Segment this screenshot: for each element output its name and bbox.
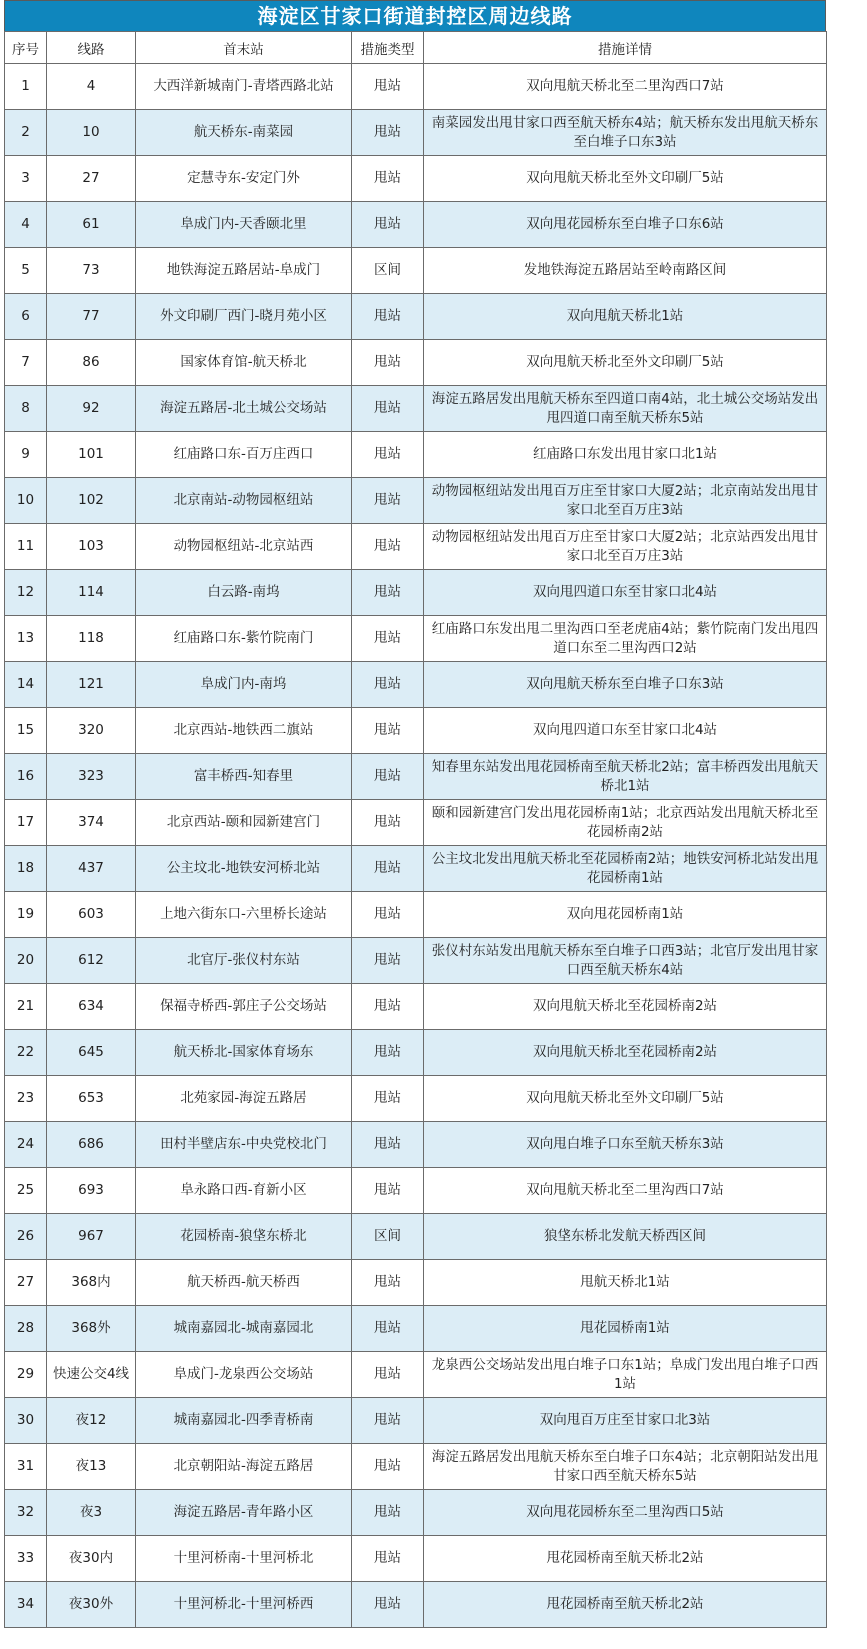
route-ends: 白云路-南坞 <box>136 570 352 616</box>
route-ends: 动物园枢纽站-北京站西 <box>136 524 352 570</box>
route-ends: 海淀五路居-北土城公交场站 <box>136 386 352 432</box>
table-row <box>5 1536 827 1582</box>
table-row <box>5 754 827 800</box>
measure-type: 甩站 <box>352 294 424 340</box>
route-ends: 航天桥东-南菜园 <box>136 110 352 156</box>
row-number: 11 <box>5 524 47 570</box>
row-number: 26 <box>5 1214 47 1260</box>
table-row <box>5 202 827 248</box>
measure-type: 甩站 <box>352 1260 424 1306</box>
route-line: 967 <box>47 1214 136 1260</box>
route-line: 86 <box>47 340 136 386</box>
route-line: 693 <box>47 1168 136 1214</box>
row-number: 18 <box>5 846 47 892</box>
row-number: 33 <box>5 1536 47 1582</box>
route-line: 114 <box>47 570 136 616</box>
measure-detail: 龙泉西公交场站发出甩白堆子口东1站；阜成门发出甩白堆子口西1站 <box>424 1352 827 1398</box>
header-no: 序号 <box>5 32 47 64</box>
measure-detail: 海淀五路居发出甩航天桥东至四道口南4站，北土城公交场站发出甩四道口南至航天桥东5站 <box>424 386 827 432</box>
measure-type: 区间 <box>352 1214 424 1260</box>
measure-detail: 张仪村东站发出甩航天桥东至白堆子口西3站；北官厅发出甩甘家口西至航天桥东4站 <box>424 938 827 984</box>
measure-detail: 双向甩航天桥北至外文印刷厂5站 <box>424 340 827 386</box>
route-ends: 定慧寺东-安定门外 <box>136 156 352 202</box>
route-line: 61 <box>47 202 136 248</box>
table-row <box>5 64 827 110</box>
table-row <box>5 1398 827 1444</box>
route-line: 夜12 <box>47 1398 136 1444</box>
measure-detail: 双向甩航天桥北至外文印刷厂5站 <box>424 156 827 202</box>
measure-type: 甩站 <box>352 754 424 800</box>
measure-type: 甩站 <box>352 1444 424 1490</box>
measure-detail: 甩花园桥南至航天桥北2站 <box>424 1582 827 1628</box>
route-ends: 田村半壁店东-中央党校北门 <box>136 1122 352 1168</box>
measure-type: 甩站 <box>352 64 424 110</box>
route-line: 73 <box>47 248 136 294</box>
route-line: 645 <box>47 1030 136 1076</box>
measure-detail: 颐和园新建宫门发出甩花园桥南1站；北京西站发出甩航天桥北至花园桥南2站 <box>424 800 827 846</box>
table-row <box>5 478 827 524</box>
table-row <box>5 1122 827 1168</box>
measure-detail: 动物园枢纽站发出甩百万庄至甘家口大厦2站；北京南站发出甩甘家口北至百万庄3站 <box>424 478 827 524</box>
table-row <box>5 1214 827 1260</box>
table-row <box>5 984 827 1030</box>
measure-type: 甩站 <box>352 340 424 386</box>
measure-detail: 双向甩四道口东至甘家口北4站 <box>424 708 827 754</box>
table-row <box>5 294 827 340</box>
measure-detail: 公主坟北发出甩航天桥北至花园桥南2站；地铁安河桥北站发出甩花园桥南1站 <box>424 846 827 892</box>
route-ends: 十里河桥南-十里河桥北 <box>136 1536 352 1582</box>
header-type: 措施类型 <box>352 32 424 64</box>
measure-type: 甩站 <box>352 938 424 984</box>
measure-type: 甩站 <box>352 1076 424 1122</box>
measure-detail: 动物园枢纽站发出甩百万庄至甘家口大厦2站；北京站西发出甩甘家口北至百万庄3站 <box>424 524 827 570</box>
row-number: 2 <box>5 110 47 156</box>
measure-type: 甩站 <box>352 1352 424 1398</box>
table-row <box>5 708 827 754</box>
measure-detail: 双向甩百万庄至甘家口北3站 <box>424 1398 827 1444</box>
route-line: 653 <box>47 1076 136 1122</box>
route-ends: 外文印刷厂西门-晓月苑小区 <box>136 294 352 340</box>
measure-type: 甩站 <box>352 1398 424 1444</box>
route-ends: 大西洋新城南门-青塔西路北站 <box>136 64 352 110</box>
measure-type: 甩站 <box>352 1168 424 1214</box>
measure-detail: 双向甩花园桥东至白堆子口东6站 <box>424 202 827 248</box>
route-line: 368内 <box>47 1260 136 1306</box>
table-row <box>5 1490 827 1536</box>
measure-detail: 双向甩航天桥北1站 <box>424 294 827 340</box>
route-line: 92 <box>47 386 136 432</box>
row-number: 22 <box>5 1030 47 1076</box>
route-line: 102 <box>47 478 136 524</box>
route-ends: 航天桥北-国家体育场东 <box>136 1030 352 1076</box>
route-line: 101 <box>47 432 136 478</box>
route-line: 686 <box>47 1122 136 1168</box>
table-row <box>5 248 827 294</box>
route-ends: 城南嘉园北-四季青桥南 <box>136 1398 352 1444</box>
measure-detail: 海淀五路居发出甩航天桥东至白堆子口东4站；北京朝阳站发出甩甘家口西至航天桥东5站 <box>424 1444 827 1490</box>
document <box>4 0 826 1628</box>
route-table <box>4 31 827 1628</box>
route-ends: 阜成门内-天香颐北里 <box>136 202 352 248</box>
measure-detail: 双向甩四道口东至甘家口北4站 <box>424 570 827 616</box>
measure-detail: 双向甩航天桥北至二里沟西口7站 <box>424 1168 827 1214</box>
route-ends: 上地六街东口-六里桥长途站 <box>136 892 352 938</box>
table-row <box>5 386 827 432</box>
measure-type: 甩站 <box>352 478 424 524</box>
row-number: 9 <box>5 432 47 478</box>
row-number: 5 <box>5 248 47 294</box>
row-number: 3 <box>5 156 47 202</box>
measure-detail: 双向甩花园桥东至二里沟西口5站 <box>424 1490 827 1536</box>
measure-detail: 发地铁海淀五路居站至岭南路区间 <box>424 248 827 294</box>
route-ends: 国家体育馆-航天桥北 <box>136 340 352 386</box>
route-ends: 红庙路口东-紫竹院南门 <box>136 616 352 662</box>
table-row <box>5 1582 827 1628</box>
header-detail: 措施详情 <box>424 32 827 64</box>
table-row <box>5 662 827 708</box>
route-ends: 花园桥南-狼垡东桥北 <box>136 1214 352 1260</box>
route-ends: 保福寺桥西-郭庄子公交场站 <box>136 984 352 1030</box>
route-line: 夜30内 <box>47 1536 136 1582</box>
route-line: 夜13 <box>47 1444 136 1490</box>
table-row <box>5 156 827 202</box>
route-ends: 阜永路口西-育新小区 <box>136 1168 352 1214</box>
route-line: 4 <box>47 64 136 110</box>
measure-detail: 红庙路口东发出甩二里沟西口至老虎庙4站；紫竹院南门发出甩四道口东至二里沟西口2站 <box>424 616 827 662</box>
route-line: 快速公交4线 <box>47 1352 136 1398</box>
measure-detail: 知春里东站发出甩花园桥南至航天桥北2站；富丰桥西发出甩航天桥北1站 <box>424 754 827 800</box>
route-ends: 富丰桥西-知春里 <box>136 754 352 800</box>
route-line: 27 <box>47 156 136 202</box>
table-row <box>5 110 827 156</box>
row-number: 25 <box>5 1168 47 1214</box>
measure-detail: 红庙路口东发出甩甘家口北1站 <box>424 432 827 478</box>
table-row <box>5 800 827 846</box>
row-number: 7 <box>5 340 47 386</box>
measure-type: 甩站 <box>352 846 424 892</box>
measure-type: 甩站 <box>352 1490 424 1536</box>
row-number: 4 <box>5 202 47 248</box>
route-ends: 北官厅-张仪村东站 <box>136 938 352 984</box>
measure-detail: 甩花园桥南1站 <box>424 1306 827 1352</box>
route-line: 374 <box>47 800 136 846</box>
measure-detail: 双向甩航天桥北至二里沟西口7站 <box>424 64 827 110</box>
measure-detail: 甩航天桥北1站 <box>424 1260 827 1306</box>
measure-type: 甩站 <box>352 524 424 570</box>
measure-detail: 双向甩航天桥北至花园桥南2站 <box>424 984 827 1030</box>
route-ends: 阜成门-龙泉西公交场站 <box>136 1352 352 1398</box>
measure-detail: 甩花园桥南至航天桥北2站 <box>424 1536 827 1582</box>
table-row <box>5 1030 827 1076</box>
table-row <box>5 1076 827 1122</box>
measure-type: 甩站 <box>352 1582 424 1628</box>
row-number: 8 <box>5 386 47 432</box>
measure-detail: 南菜园发出甩甘家口西至航天桥东4站；航天桥东发出甩航天桥东至白堆子口东3站 <box>424 110 827 156</box>
row-number: 14 <box>5 662 47 708</box>
route-line: 121 <box>47 662 136 708</box>
route-ends: 海淀五路居-青年路小区 <box>136 1490 352 1536</box>
measure-type: 甩站 <box>352 892 424 938</box>
measure-type: 甩站 <box>352 570 424 616</box>
row-number: 29 <box>5 1352 47 1398</box>
row-number: 19 <box>5 892 47 938</box>
measure-detail: 狼垡东桥北发航天桥西区间 <box>424 1214 827 1260</box>
measure-type: 甩站 <box>352 386 424 432</box>
route-line: 103 <box>47 524 136 570</box>
table-row <box>5 570 827 616</box>
route-line: 368外 <box>47 1306 136 1352</box>
route-line: 437 <box>47 846 136 892</box>
table-row <box>5 340 827 386</box>
header-row <box>5 32 827 64</box>
table-title: 海淀区甘家口街道封控区周边线路 <box>4 0 826 31</box>
measure-type: 甩站 <box>352 984 424 1030</box>
route-ends: 北京西站-颐和园新建宫门 <box>136 800 352 846</box>
measure-detail: 双向甩花园桥南1站 <box>424 892 827 938</box>
route-ends: 公主坟北-地铁安河桥北站 <box>136 846 352 892</box>
route-line: 603 <box>47 892 136 938</box>
table-row <box>5 1444 827 1490</box>
measure-type: 甩站 <box>352 202 424 248</box>
route-ends: 城南嘉园北-城南嘉园北 <box>136 1306 352 1352</box>
route-ends: 北京南站-动物园枢纽站 <box>136 478 352 524</box>
measure-detail: 双向甩航天桥东至白堆子口东3站 <box>424 662 827 708</box>
row-number: 16 <box>5 754 47 800</box>
table-body <box>5 64 827 1628</box>
header-ends: 首末站 <box>136 32 352 64</box>
route-line: 77 <box>47 294 136 340</box>
table-row <box>5 432 827 478</box>
table-row <box>5 1168 827 1214</box>
row-number: 28 <box>5 1306 47 1352</box>
table-row <box>5 938 827 984</box>
measure-type: 甩站 <box>352 1536 424 1582</box>
row-number: 15 <box>5 708 47 754</box>
route-ends: 地铁海淀五路居站-阜成门 <box>136 248 352 294</box>
route-ends: 北京朝阳站-海淀五路居 <box>136 1444 352 1490</box>
measure-type: 甩站 <box>352 156 424 202</box>
row-number: 6 <box>5 294 47 340</box>
route-ends: 北苑家园-海淀五路居 <box>136 1076 352 1122</box>
row-number: 10 <box>5 478 47 524</box>
route-line: 夜3 <box>47 1490 136 1536</box>
row-number: 31 <box>5 1444 47 1490</box>
row-number: 32 <box>5 1490 47 1536</box>
row-number: 34 <box>5 1582 47 1628</box>
table-row <box>5 1352 827 1398</box>
table-row <box>5 616 827 662</box>
header-line: 线路 <box>47 32 136 64</box>
measure-type: 甩站 <box>352 1306 424 1352</box>
route-line: 612 <box>47 938 136 984</box>
measure-type: 甩站 <box>352 616 424 662</box>
measure-type: 甩站 <box>352 708 424 754</box>
measure-type: 甩站 <box>352 662 424 708</box>
table-row <box>5 1306 827 1352</box>
table-row <box>5 846 827 892</box>
row-number: 24 <box>5 1122 47 1168</box>
route-line: 634 <box>47 984 136 1030</box>
table-row <box>5 1260 827 1306</box>
route-ends: 北京西站-地铁西二旗站 <box>136 708 352 754</box>
route-ends: 红庙路口东-百万庄西口 <box>136 432 352 478</box>
row-number: 23 <box>5 1076 47 1122</box>
measure-type: 甩站 <box>352 1030 424 1076</box>
table-row <box>5 892 827 938</box>
row-number: 30 <box>5 1398 47 1444</box>
route-line: 320 <box>47 708 136 754</box>
measure-type: 甩站 <box>352 800 424 846</box>
row-number: 12 <box>5 570 47 616</box>
route-ends: 阜成门内-南坞 <box>136 662 352 708</box>
row-number: 17 <box>5 800 47 846</box>
route-line: 118 <box>47 616 136 662</box>
measure-type: 甩站 <box>352 1122 424 1168</box>
measure-type: 甩站 <box>352 110 424 156</box>
measure-type: 甩站 <box>352 432 424 478</box>
measure-detail: 双向甩白堆子口东至航天桥东3站 <box>424 1122 827 1168</box>
measure-type: 区间 <box>352 248 424 294</box>
route-line: 夜30外 <box>47 1582 136 1628</box>
route-line: 323 <box>47 754 136 800</box>
table-row <box>5 524 827 570</box>
measure-detail: 双向甩航天桥北至花园桥南2站 <box>424 1030 827 1076</box>
row-number: 1 <box>5 64 47 110</box>
row-number: 21 <box>5 984 47 1030</box>
route-ends: 航天桥西-航天桥西 <box>136 1260 352 1306</box>
route-ends: 十里河桥北-十里河桥西 <box>136 1582 352 1628</box>
route-line: 10 <box>47 110 136 156</box>
measure-detail: 双向甩航天桥北至外文印刷厂5站 <box>424 1076 827 1122</box>
row-number: 27 <box>5 1260 47 1306</box>
row-number: 13 <box>5 616 47 662</box>
row-number: 20 <box>5 938 47 984</box>
